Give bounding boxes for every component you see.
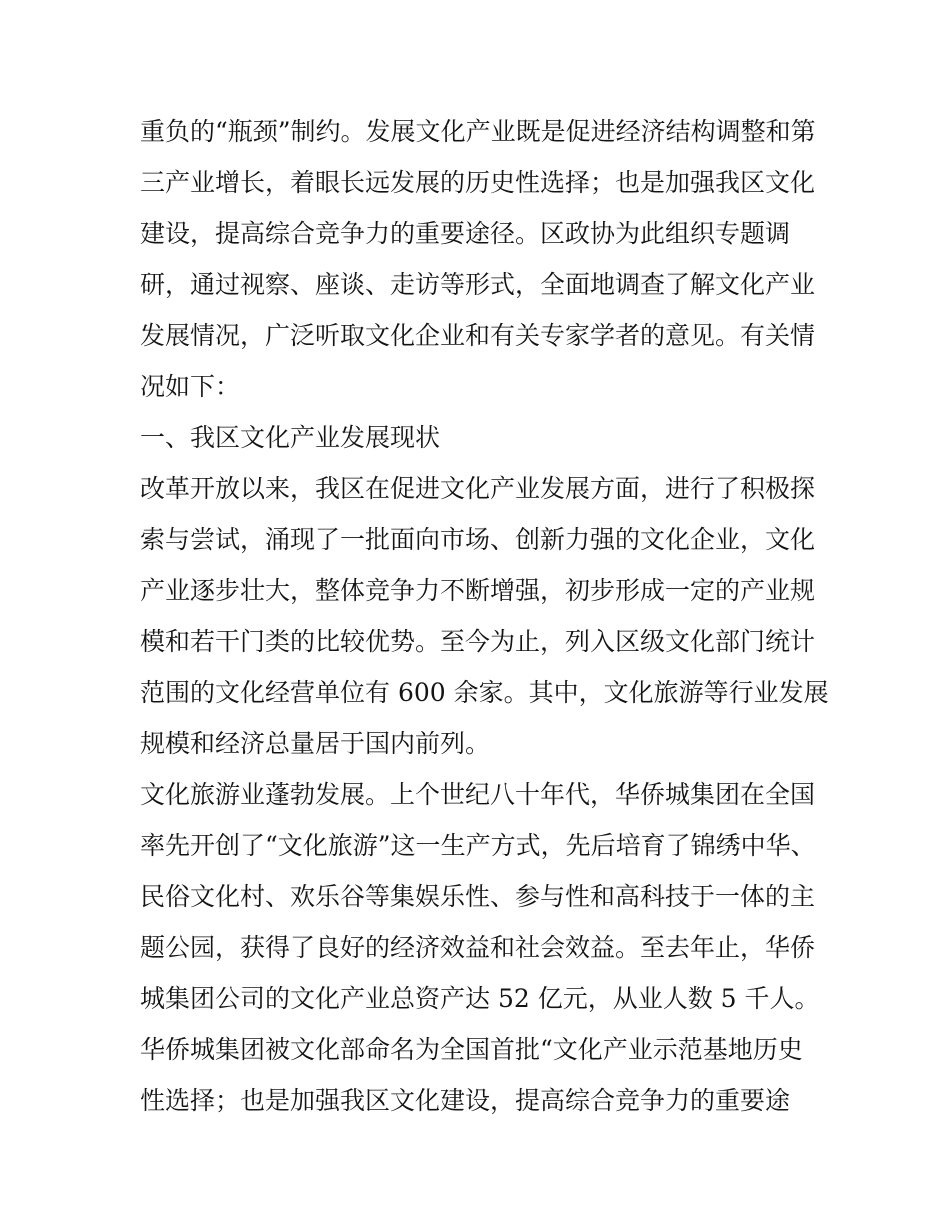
document-body — [140, 106, 829, 1126]
text-line: 发展情况，广泛听取文化企业和有关专家学者的意见。有关情 — [140, 321, 816, 350]
text-line: 改革开放以来，我区在促进文化产业发展方面，进行了积极探 — [140, 474, 816, 503]
text-line: 范围的文化经营单位有 600 余家。其中，文化旅游等行业发展 — [140, 678, 829, 707]
text-line: 城集团公司的文化产业总资产达 52 亿元，从业人数 5 千人。 — [140, 984, 820, 1013]
paragraph-intro — [140, 106, 815, 412]
text-line: 研，通过视察、座谈、走访等形式，全面地调查了解文化产业 — [140, 270, 816, 299]
text-line: 率先开创了“文化旅游”这一生产方式，先后培育了锦绣中华、 — [140, 831, 816, 860]
text-line: 重负的“瓶颈”制约。发展文化产业既是促进经济结构调整和第 — [140, 117, 816, 146]
text-line: 模和若干门类的比较优势。至今为止，列入区级文化部门统计 — [140, 627, 816, 656]
text-line: 性选择；也是加强我区文化建设，提高综合竞争力的重要途 — [140, 1086, 791, 1115]
paragraph-status — [140, 463, 829, 769]
text-line: 索与尝试，涌现了一批面向市场、创新力强的文化企业，文化 — [140, 525, 816, 554]
text-line: 文化旅游业蓬勃发展。上个世纪八十年代，华侨城集团在全国 — [140, 780, 816, 809]
text-line: 规模和经济总量居于国内前列。 — [140, 729, 491, 758]
heading-text: 一、我区文化产业发展现状 — [140, 423, 441, 452]
text-line: 民俗文化村、欢乐谷等集娱乐性、参与性和高科技于一体的主 — [140, 882, 816, 911]
text-line: 况如下： — [140, 372, 241, 401]
section-heading — [140, 412, 815, 463]
text-line: 产业逐步壮大，整体竞争力不断增强，初步形成一定的产业规 — [140, 576, 816, 605]
text-line: 华侨城集团被文化部命名为全国首批“文化产业示范基地历史 — [140, 1035, 803, 1064]
text-line: 三产业增长，着眼长远发展的历史性选择；也是加强我区文化 — [140, 168, 816, 197]
text-line: 建设，提高综合竞争力的重要途径。区政协为此组织专题调 — [140, 219, 791, 248]
paragraph-tourism — [140, 769, 820, 1126]
text-line: 题公园，获得了良好的经济效益和社会效益。至去年止，华侨 — [140, 933, 816, 962]
